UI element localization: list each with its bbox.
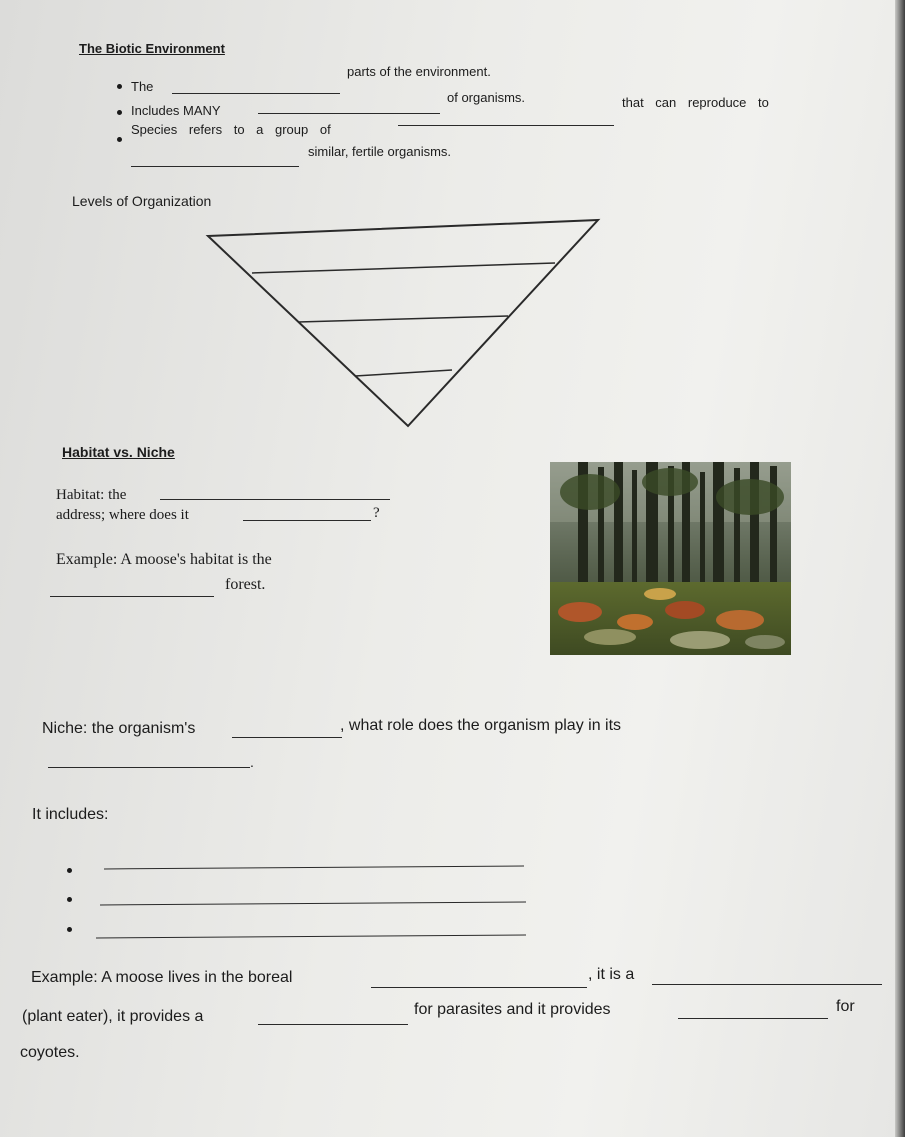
pyramid-outline xyxy=(208,220,598,426)
bullet-3-before: Species refers to a group of xyxy=(131,122,331,137)
bullet-2-after: of organisms. xyxy=(447,90,526,105)
habitat-line-2-end: ? xyxy=(373,505,380,521)
bullet-1-after: parts of the environment. xyxy=(347,64,491,79)
section-heading-levels: Levels of Organization xyxy=(72,193,212,209)
habitat-example-line-1: Example: A moose's habitat is the xyxy=(56,551,272,568)
example-line-2a: (plant eater), it provides a xyxy=(22,1008,204,1025)
blank-line[interactable] xyxy=(50,596,214,597)
blank-line[interactable] xyxy=(371,987,587,988)
example-line-2b: for parasites and it provides xyxy=(414,1001,611,1018)
pyramid-level-line xyxy=(298,316,508,322)
bullet-1-before: The xyxy=(131,79,154,94)
blank-line[interactable] xyxy=(678,1018,828,1019)
forest-photo xyxy=(550,462,791,655)
pyramid-level-line xyxy=(252,263,555,273)
blank-line[interactable] xyxy=(48,767,250,768)
example-line-3: coyotes. xyxy=(20,1044,80,1061)
page-title: The Biotic Environment xyxy=(79,41,225,56)
bullet-3-line2: similar, fertile organisms. xyxy=(308,144,452,159)
blank-line[interactable] xyxy=(232,737,342,738)
bullet-dot xyxy=(67,897,72,902)
pyramid-level-line xyxy=(355,370,452,376)
habitat-example-line-2: forest. xyxy=(225,576,266,593)
bullet-3-after: that can reproduce to xyxy=(622,95,769,110)
bullet-2-before: Includes MANY xyxy=(131,103,221,118)
example-line-1b: , it is a xyxy=(588,966,635,983)
example-line-2c: for xyxy=(836,998,855,1015)
habitat-line-2: address; where does it xyxy=(56,507,189,523)
niche-line-after: , what role does the organism play in its xyxy=(340,717,622,734)
bullet-dot xyxy=(67,868,72,873)
blank-line[interactable] xyxy=(258,1024,408,1025)
forest-illustration xyxy=(550,462,791,655)
bullet-dot xyxy=(67,927,72,932)
includes-heading: It includes: xyxy=(32,806,109,823)
habitat-line-1: Habitat: the xyxy=(56,487,127,503)
blank-line[interactable] xyxy=(243,520,371,521)
section-heading-habitat-niche: Habitat vs. Niche xyxy=(62,444,175,460)
niche-line-before: Niche: the organism's xyxy=(42,720,196,737)
niche-line-end: . xyxy=(250,754,254,770)
blank-line[interactable] xyxy=(652,984,882,985)
example-line-1a: Example: A moose lives in the boreal xyxy=(31,969,293,986)
blank-line[interactable] xyxy=(160,499,390,500)
